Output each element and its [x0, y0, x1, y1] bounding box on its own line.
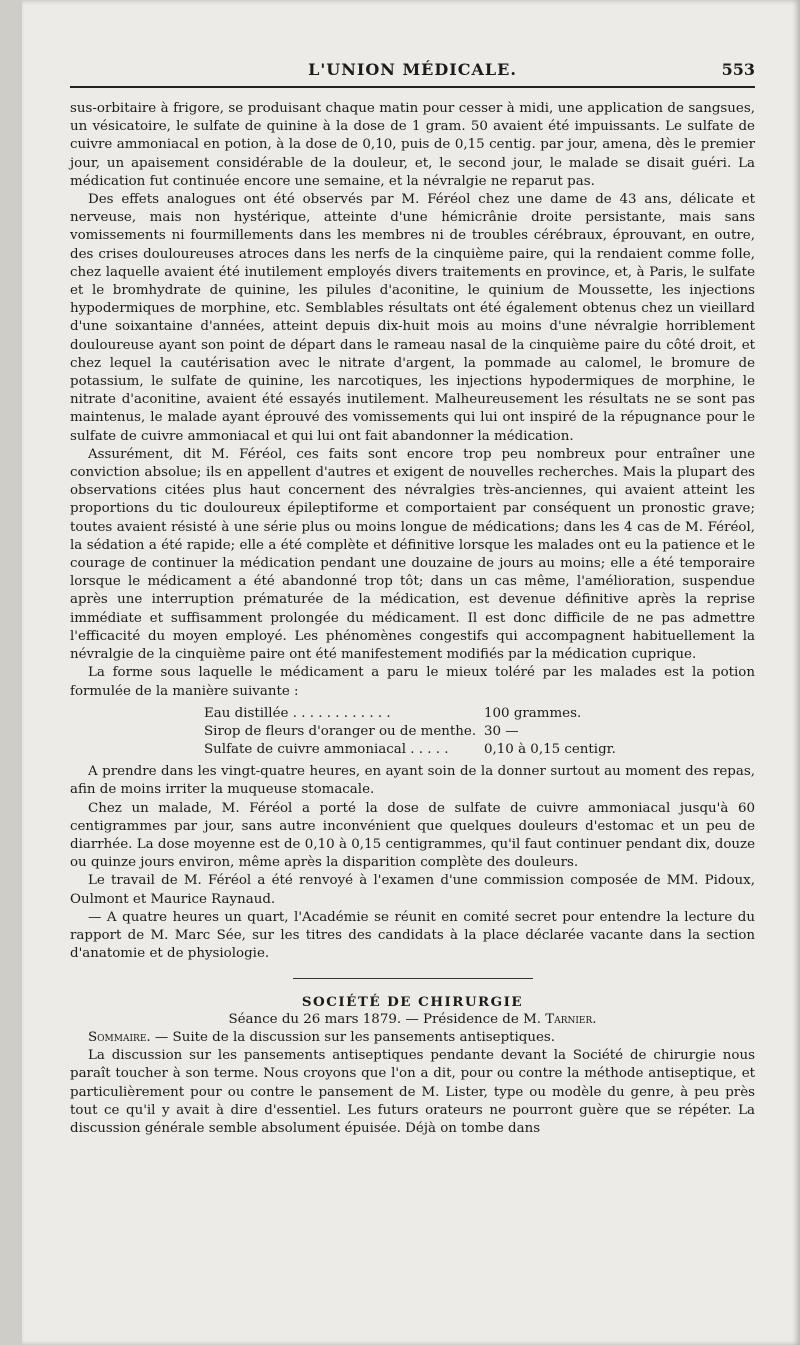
section-title: SOCIÉTÉ DE CHIRURGIE	[301, 993, 524, 1010]
formula-row	[204, 741, 755, 759]
formula-row	[204, 723, 755, 741]
paragraph: Des effets analogues ont été observés par M. Féréol chez une dame de 43 ans, délicate et nerveuse, mais non hystérique, atteinte d'une hémicrânie droite persistante, mais sans vomissements ni fourmillements dans les membres ni de troubles cérébraux, éprouvant, en outre, des crises douloureuses atroces dans les nerfs de la cinquième paire, qui la rendaient comme folle, chez laquelle avaient été inutilement employés divers traitements en province, et, à Paris, le sulfate et le bromhydrate de quinine, les pilules d'aconitine, le quinium de Moussette, les injections hypodermiques de morphine, etc. Semblables résultats ont été également obtenus chez un vieillard d'une soixantaine d'années, atteint depuis dix-huit mois au moins d'une névralgie horriblement douloureuse ayant son point de départ dans le rameau nasal de la cinquième paire du côté droit, et chez lequel la cautérisation avec le nitrate d'argent, la pommade au calomel, le bromure de potassium, le sulfate de quinine, les narcotiques, les injections hypodermiques de morphine, le nitrate d'aconitine, avaient été essayés inutilement. Malheureusement les résultats ne se sont pas maintenus, le malade ayant éprouvé des vomissements qui lui ont inspiré de la répugnance pour le sulfate de cuivre ammoniacal et qui lui ont fait abandonner la médication.	[70, 192, 755, 444]
paragraph: A prendre dans les vingt-quatre heures, en ayant soin de la donner surtout au moment des repas, afin de moins irriter la muqueuse stomacale.	[70, 764, 755, 798]
paragraph: Chez un malade, M. Féréol a porté la dose de sulfate de cuivre ammoniacal jusqu'à 60 centigrammes par jour, sans autre inconvénient que quelques douleurs d'estomac et un peu de diarrhée. La dose moyenne est de 0,10 à 0,15 centigrammes, qu'il faut continuer pendant dix, douze ou quinze jours environ, même après la disparition complète des douleurs.	[70, 800, 755, 871]
paragraph: Le travail de M. Féréol a été renvoyé à l'examen d'une commission composée de MM. Pidoux, Oulmont et Maurice Raynaud.	[70, 873, 755, 907]
header-rule	[70, 86, 755, 88]
formula-amount: 100 grammes.	[484, 705, 582, 721]
paragraph: La forme sous laquelle le médicament a paru le mieux toléré par les malades est la potion formulée de la manière suivante :	[70, 665, 755, 699]
summary-line	[70, 1029, 755, 1047]
formula-amount: 30 —	[484, 723, 519, 739]
session-date: Séance du 26 mars 1879. — Présidence de M.	[228, 1011, 546, 1027]
formula-ingredient: Sulfate de cuivre ammoniacal . . . . .	[204, 742, 449, 758]
page-number: 553	[721, 60, 755, 79]
session-president: Tarnier.	[545, 1011, 597, 1027]
summary-text: — Suite de la discussion sur les pansements antiseptiques.	[150, 1029, 556, 1045]
paragraph: sus-orbitaire à frigore, se produisant chaque matin pour cesser à midi, une application de sangsues, un vésicatoire, le sulfate de quinine à la dose de 1 gram. 50 avaient été impuissants. Le sulfate de cuivre ammoniacal en potion, à la dose de 0,10, puis de 0,15 centig. par jour, amena, dès le premier jour, un apaisement considérable de la douleur, et, le second jour, le malade se disait guéri. La médication fut continuée encore une semaine, et la névralgie ne reparut pas.	[70, 101, 755, 189]
section-divider	[293, 978, 533, 979]
page-header	[70, 58, 755, 86]
paragraph: Assurément, dit M. Féréol, ces faits sont encore trop peu nombreux pour entraîner une conviction absolue; ils en appellent d'autres et exigent de nouvelles recherches. Mais la plupart des observations citées plus haut concernent des névralgies très-anciennes, qui avaient atteint les proportions du tic douloureux épileptiforme et comportaient par conséquent un pronostic grave; toutes avaient résisté à une série plus ou moins longue de médications; dans les 4 cas de M. Féréol, la sédation a été rapide; elle a été complète et définitive lorsque les malades ont eu la patience et le courage de continuer la médication pendant une douzaine de jours au moins; elle a été temporaire lorsque le médicament a été abandonné trop tôt; dans un cas même, l'amélioration, suspendue après une interruption prématurée de la médication, est devenue définitive après la reprise immédiate et suffisamment prolongée du médicament. Il est donc difficile de ne pas admettre l'efficacité du moyen employé. Les phénomènes congestifs qui accompagnent habituellement la névralgie de la cinquième paire ont été manifestement modifiés par la médication cuprique.	[70, 446, 755, 663]
summary-label: Sommaire.	[88, 1029, 151, 1045]
formula-ingredient: Sirop de fleurs d'oranger ou de menthe.	[204, 723, 477, 739]
formula-amount: 0,10 à 0,15 centigr.	[484, 742, 616, 758]
session-line	[70, 1011, 755, 1029]
running-title: L'UNION MÉDICALE.	[308, 60, 517, 79]
paragraph: — A quatre heures un quart, l'Académie se réunit en comité secret pour entendre la lecture du rapport de M. Marc Sée, sur les titres des candidats à la place déclarée vacante dans la section d'anatomie et de physiologie.	[70, 909, 755, 962]
article-body	[70, 100, 755, 1138]
formula-row	[204, 705, 755, 723]
paragraph: La discussion sur les pansements antiseptiques pendante devant la Société de chirurgie nous paraît toucher à son terme. Nous croyons que l'on a dit, pour ou contre la méthode antiseptique, et particulièrement pour ou contre le pansement de M. Lister, type ou modèle du genre, à peu près tout ce qu'il y avait à dire d'essentiel. Les futurs orateurs ne pourront guère que se répéter. La discussion générale semble absolument épuisée. Déjà on tombe dans	[70, 1048, 755, 1136]
formula-ingredient: Eau distillée . . . . . . . . . . . .	[204, 705, 391, 721]
prescription-formula	[70, 705, 755, 760]
